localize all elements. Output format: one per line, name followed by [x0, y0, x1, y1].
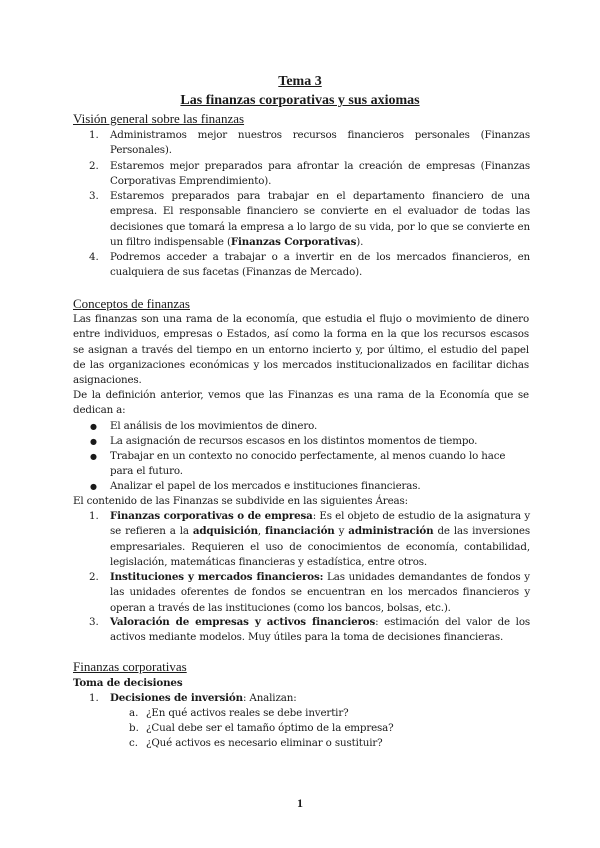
list-item: Decisiones de inversión: Analizan: — [110, 692, 297, 704]
list-item: Estaremos mejor preparados para afrontar la creación de empresas (Finanzas Corporativas Emprendimiento). — [110, 160, 530, 188]
page-subtitle: Las finanzas corporativas y sus axiomas — [180, 93, 420, 108]
bullet-item: El análisis de los movimientos de dinero. — [110, 420, 318, 432]
section-heading-conceptos: Conceptos de finanzas — [73, 296, 190, 311]
bullet-icon: ● — [90, 482, 97, 491]
list-number: 4. — [89, 251, 99, 263]
list-number: 1. — [89, 692, 99, 704]
section-heading-corporativas: Finanzas corporativas — [73, 659, 187, 674]
list-number: 1. — [89, 129, 99, 141]
list-item: Estaremos preparados para trabajar en el departamento financiero de una empresa. El responsable financiero se convierte en el evaluador de todas las decisiones que tomará la empresa a lo largo de su vida, por lo que se convierte en un filtro indispensable (Finanzas Corporativas). — [110, 190, 530, 248]
bullet-item: La asignación de recursos escasos en los distintos momentos de tiempo. — [110, 435, 478, 447]
page-number: 1 — [297, 796, 303, 810]
bullet-icon: ● — [90, 437, 97, 446]
bullet-item: Analizar el papel de los mercados e instituciones financieras. — [110, 480, 421, 492]
bullet-item: Trabajar en un contexto no conocido perfectamente, al menos cuando lo hace para el futuro. — [110, 450, 506, 478]
bullet-icon: ● — [90, 422, 97, 431]
list-number: 2. — [89, 571, 99, 583]
sublist-item: ¿Qué activos es necesario eliminar o sustituir? — [146, 737, 383, 749]
list-number: 3. — [89, 616, 99, 628]
list-item: Valoración de empresas y activos financieros: estimación del valor de los activos mediante modelos. Muy útiles para la toma de decisiones financieras. — [110, 616, 530, 644]
page-title: Tema 3 — [278, 74, 322, 89]
list-item: Finanzas corporativas o de empresa: Es el objeto de estudio de la asignatura y se refieren a la adquisición, financiación y administración de las inversiones empresariales. Requieren el uso de conocimientos de economía, contabilidad, legislación, matemáticas financieras y estadística, entre otros. — [110, 510, 530, 568]
paragraph: El contenido de las Finanzas se subdivide en las siguientes Áreas: — [73, 495, 408, 507]
list-number: 3. — [89, 190, 99, 202]
sublist-item: ¿Cual debe ser el tamaño óptimo de la empresa? — [146, 722, 394, 734]
subheading: Toma de decisiones — [73, 677, 183, 689]
list-item: Instituciones y mercados financieros: Las unidades demandantes de fondos y las unidades oferentes de fondos se encuentran en los mercados financieros y operan a través de las instituciones (como los bancos, bolsas, etc.). — [110, 571, 530, 614]
list-number: 2. — [89, 160, 99, 172]
sublist-letter: b. — [129, 722, 139, 734]
list-item: Podremos acceder a trabajar o a invertir en de los mercados financieros, en cualquiera de sus facetas (Finanzas de Mercado). — [110, 251, 530, 279]
sublist-item: ¿En qué activos reales se debe invertir? — [146, 707, 349, 719]
paragraph: Las finanzas son una rama de la economía, que estudia el flujo o movimiento de dinero entre individuos, empresas o Estados, así como la forma en la que los recursos escasos se asignan a través del tiempo en un entorno incierto y, por último, el estudio del papel de las organizaciones económicas y los mercados institucionalizados en facilitar dichas asignaciones. — [73, 313, 529, 387]
list-number: 1. — [89, 510, 99, 522]
section-heading-vision: Visión general sobre las finanzas — [73, 111, 245, 126]
bullet-icon: ● — [90, 452, 97, 461]
paragraph: De la definición anterior, vemos que las Finanzas es una rama de la Economía que se dedican a: — [73, 389, 529, 417]
sublist-letter: c. — [129, 737, 139, 749]
list-item: Administramos mejor nuestros recursos financieros personales (Finanzas Personales). — [110, 129, 530, 157]
sublist-letter: a. — [129, 707, 139, 719]
